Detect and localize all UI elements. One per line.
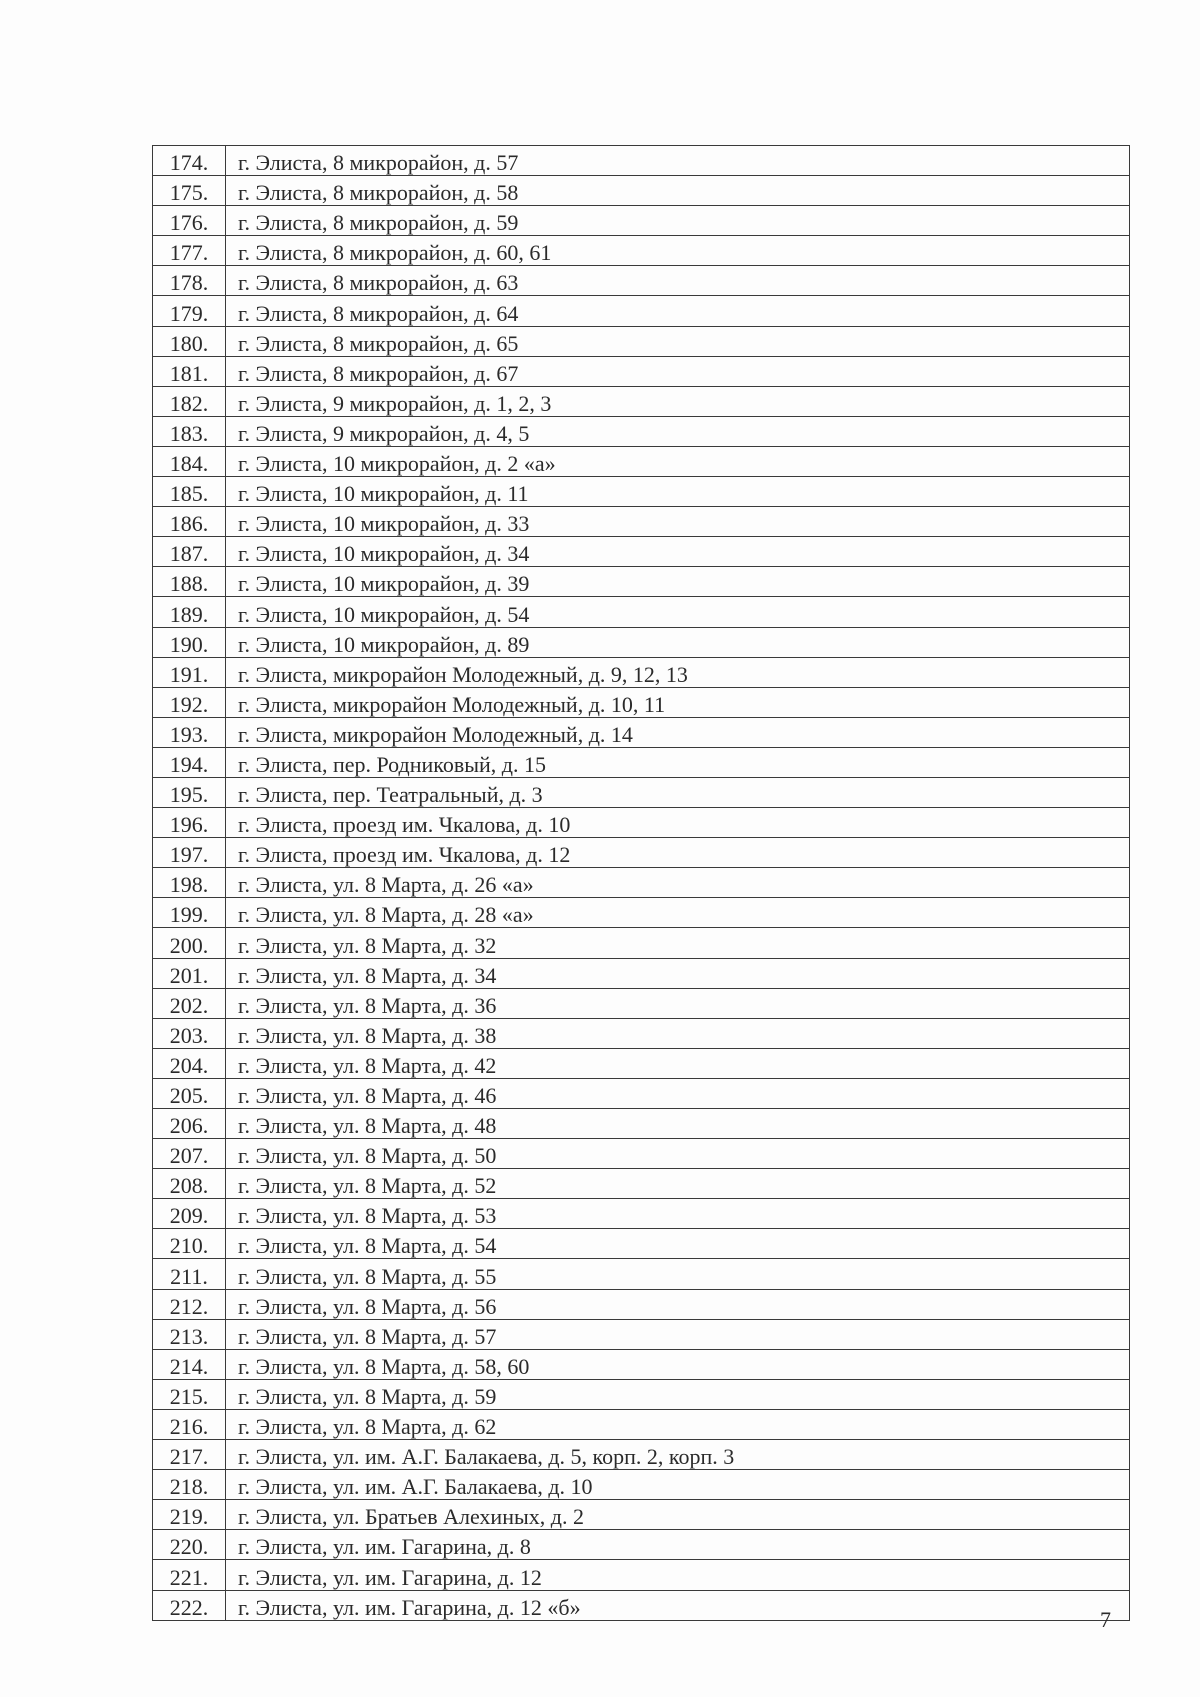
row-address: г. Элиста, 9 микрорайон, д. 1, 2, 3 [226,386,1130,416]
table-row [153,1470,1130,1500]
table-row [153,597,1130,627]
row-address: г. Элиста, ул. 8 Марта, д. 46 [226,1078,1130,1108]
address-table [152,145,1130,1621]
row-address: г. Элиста, 8 микрорайон, д. 57 [226,146,1130,176]
row-address: г. Элиста, ул. им. Гагарина, д. 8 [226,1530,1130,1560]
row-number: 179. [153,296,226,326]
row-address: г. Элиста, проезд им. Чкалова, д. 10 [226,808,1130,838]
table-row [153,1500,1130,1530]
row-address: г. Элиста, ул. 8 Марта, д. 32 [226,928,1130,958]
table-row [153,1590,1130,1620]
table-row [153,477,1130,507]
table-row [153,808,1130,838]
row-number: 203. [153,1018,226,1048]
row-number: 215. [153,1379,226,1409]
row-address: г. Элиста, 10 микрорайон, д. 89 [226,627,1130,657]
row-address: г. Элиста, ул. 8 Марта, д. 34 [226,958,1130,988]
table-row [153,266,1130,296]
table-row [153,1109,1130,1139]
row-number: 191. [153,657,226,687]
table-row [153,1349,1130,1379]
table-row [153,1409,1130,1439]
row-address: г. Элиста, ул. 8 Марта, д. 48 [226,1109,1130,1139]
row-address: г. Элиста, пер. Театральный, д. 3 [226,777,1130,807]
row-number: 205. [153,1078,226,1108]
row-number: 207. [153,1139,226,1169]
row-number: 180. [153,326,226,356]
row-address: г. Элиста, ул. 8 Марта, д. 56 [226,1289,1130,1319]
table-row [153,1018,1130,1048]
row-address: г. Элиста, ул. им. А.Г. Балакаева, д. 5, корп. 2, корп. 3 [226,1440,1130,1470]
row-number: 212. [153,1289,226,1319]
row-address: г. Элиста, 8 микрорайон, д. 67 [226,356,1130,386]
row-address: г. Элиста, 8 микрорайон, д. 63 [226,266,1130,296]
row-number: 188. [153,567,226,597]
table-row [153,687,1130,717]
row-address: г. Элиста, ул. Братьев Алехиных, д. 2 [226,1500,1130,1530]
table-row [153,236,1130,266]
table-row [153,537,1130,567]
table-row [153,958,1130,988]
row-number: 208. [153,1169,226,1199]
row-address: г. Элиста, 9 микрорайон, д. 4, 5 [226,416,1130,446]
table-row [153,777,1130,807]
row-address: г. Элиста, 8 микрорайон, д. 59 [226,206,1130,236]
table-row [153,1379,1130,1409]
row-address: г. Элиста, ул. 8 Марта, д. 42 [226,1048,1130,1078]
table-row [153,1530,1130,1560]
row-address: г. Элиста, микрорайон Молодежный, д. 10, 11 [226,687,1130,717]
table-row [153,326,1130,356]
row-number: 194. [153,747,226,777]
row-number: 192. [153,687,226,717]
row-number: 222. [153,1590,226,1620]
row-address: г. Элиста, ул. 8 Марта, д. 50 [226,1139,1130,1169]
row-address: г. Элиста, ул. им. А.Г. Балакаева, д. 10 [226,1470,1130,1500]
row-number: 214. [153,1349,226,1379]
table-row [153,507,1130,537]
table-row [153,838,1130,868]
row-number: 177. [153,236,226,266]
table-row [153,1048,1130,1078]
row-address: г. Элиста, ул. 8 Марта, д. 28 «а» [226,898,1130,928]
table-row [153,446,1130,476]
table-row [153,146,1130,176]
row-number: 220. [153,1530,226,1560]
row-number: 201. [153,958,226,988]
row-address: г. Элиста, ул. 8 Марта, д. 57 [226,1319,1130,1349]
row-number: 184. [153,446,226,476]
row-number: 197. [153,838,226,868]
row-number: 178. [153,266,226,296]
row-address: г. Элиста, ул. 8 Марта, д. 58, 60 [226,1349,1130,1379]
row-number: 176. [153,206,226,236]
table-row [153,928,1130,958]
row-address: г. Элиста, ул. им. Гагарина, д. 12 [226,1560,1130,1590]
row-address: г. Элиста, микрорайон Молодежный, д. 14 [226,717,1130,747]
table-row [153,356,1130,386]
table-row [153,898,1130,928]
table-row [153,567,1130,597]
table-row [153,1139,1130,1169]
row-address: г. Элиста, ул. 8 Марта, д. 26 «а» [226,868,1130,898]
row-address: г. Элиста, ул. 8 Марта, д. 36 [226,988,1130,1018]
table-row [153,1229,1130,1259]
table-row [153,1289,1130,1319]
table-row [153,416,1130,446]
row-number: 182. [153,386,226,416]
row-number: 187. [153,537,226,567]
row-address: г. Элиста, ул. 8 Марта, д. 53 [226,1199,1130,1229]
row-number: 196. [153,808,226,838]
row-number: 189. [153,597,226,627]
table-row [153,988,1130,1018]
address-table-body [153,146,1130,1621]
row-address: г. Элиста, 10 микрорайон, д. 34 [226,537,1130,567]
table-row [153,717,1130,747]
row-number: 174. [153,146,226,176]
row-number: 217. [153,1440,226,1470]
row-address: г. Элиста, микрорайон Молодежный, д. 9, 12, 13 [226,657,1130,687]
row-number: 218. [153,1470,226,1500]
page-number: 7 [1100,1607,1111,1632]
row-address: г. Элиста, 8 микрорайон, д. 58 [226,176,1130,206]
row-address: г. Элиста, 10 микрорайон, д. 39 [226,567,1130,597]
row-address: г. Элиста, ул. 8 Марта, д. 52 [226,1169,1130,1199]
row-address: г. Элиста, ул. им. Гагарина, д. 12 «б» [226,1590,1130,1620]
row-number: 204. [153,1048,226,1078]
table-row [153,386,1130,416]
row-number: 209. [153,1199,226,1229]
row-address: г. Элиста, 10 микрорайон, д. 54 [226,597,1130,627]
row-number: 219. [153,1500,226,1530]
row-address: г. Элиста, 8 микрорайон, д. 64 [226,296,1130,326]
table-row [153,206,1130,236]
row-number: 200. [153,928,226,958]
table-row [153,1259,1130,1289]
row-number: 190. [153,627,226,657]
row-address: г. Элиста, ул. 8 Марта, д. 62 [226,1409,1130,1439]
row-address: г. Элиста, ул. 8 Марта, д. 55 [226,1259,1130,1289]
row-address: г. Элиста, ул. 8 Марта, д. 38 [226,1018,1130,1048]
row-number: 206. [153,1109,226,1139]
table-row [153,1319,1130,1349]
row-address: г. Элиста, 10 микрорайон, д. 11 [226,477,1130,507]
row-address: г. Элиста, проезд им. Чкалова, д. 12 [226,838,1130,868]
row-number: 210. [153,1229,226,1259]
row-number: 202. [153,988,226,1018]
row-address: г. Элиста, ул. 8 Марта, д. 59 [226,1379,1130,1409]
table-row [153,627,1130,657]
row-number: 181. [153,356,226,386]
row-address: г. Элиста, 8 микрорайон, д. 60, 61 [226,236,1130,266]
row-address: г. Элиста, 10 микрорайон, д. 2 «а» [226,446,1130,476]
row-number: 193. [153,717,226,747]
row-number: 216. [153,1409,226,1439]
table-row [153,176,1130,206]
row-address: г. Элиста, 8 микрорайон, д. 65 [226,326,1130,356]
table-row [153,1199,1130,1229]
table-row [153,1169,1130,1199]
table-row [153,296,1130,326]
row-number: 185. [153,477,226,507]
row-address: г. Элиста, пер. Родниковый, д. 15 [226,747,1130,777]
table-row [153,1560,1130,1590]
row-number: 199. [153,898,226,928]
row-number: 198. [153,868,226,898]
row-number: 221. [153,1560,226,1590]
row-number: 195. [153,777,226,807]
row-address: г. Элиста, ул. 8 Марта, д. 54 [226,1229,1130,1259]
row-number: 213. [153,1319,226,1349]
table-row [153,1440,1130,1470]
table-row [153,1078,1130,1108]
row-number: 175. [153,176,226,206]
table-row [153,747,1130,777]
row-number: 183. [153,416,226,446]
table-row [153,868,1130,898]
row-address: г. Элиста, 10 микрорайон, д. 33 [226,507,1130,537]
row-number: 211. [153,1259,226,1289]
row-number: 186. [153,507,226,537]
table-row [153,657,1130,687]
